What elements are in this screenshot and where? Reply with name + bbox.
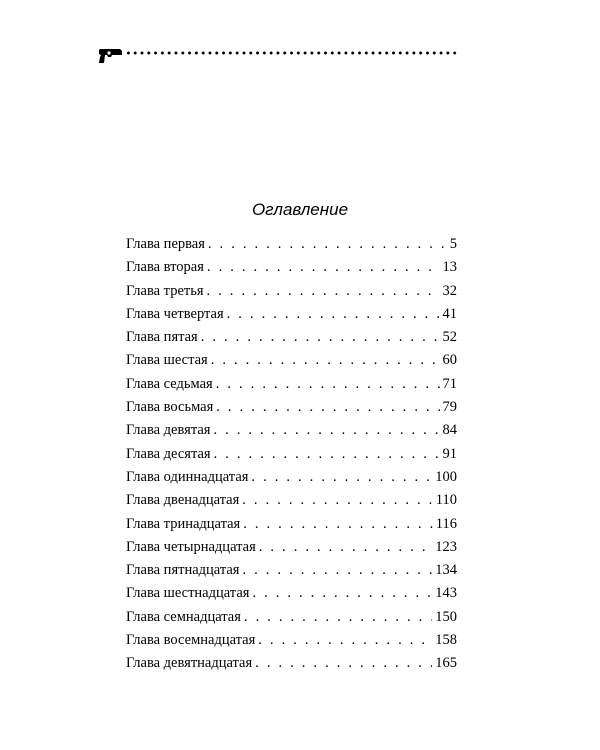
- toc-leader: [207, 283, 440, 300]
- toc-entry[interactable]: [126, 236, 457, 259]
- toc-entry-label: Глава восемнадцатая: [126, 632, 256, 649]
- toc-entry-page: 13: [442, 259, 457, 276]
- toc-leader: [201, 329, 440, 346]
- header-ornament: [98, 46, 460, 66]
- dotted-rule: [125, 51, 460, 55]
- toc-leader: [216, 376, 440, 393]
- revolver-icon: [98, 46, 124, 66]
- toc-leader: [227, 306, 440, 323]
- toc-entry-label: Глава шестая: [126, 352, 208, 369]
- toc-entry-page: 116: [435, 515, 457, 532]
- toc-entry[interactable]: [126, 609, 457, 632]
- toc-entry-page: 41: [442, 305, 457, 322]
- toc-entry-page: 71: [442, 375, 457, 392]
- toc-entry[interactable]: [126, 446, 457, 469]
- toc-entry-label: Глава вторая: [126, 259, 204, 276]
- toc-leader: [214, 446, 440, 463]
- toc-leader: [252, 585, 432, 602]
- toc-entry[interactable]: [126, 329, 457, 352]
- toc-leader: [255, 655, 432, 672]
- toc-title: Оглавление: [251, 200, 349, 219]
- toc-entry[interactable]: [126, 516, 457, 539]
- toc-leader: [259, 539, 433, 556]
- toc-entry[interactable]: [126, 422, 457, 445]
- toc-entry-label: Глава девятая: [126, 422, 211, 439]
- toc-entry-label: Глава девятнадцатая: [126, 655, 253, 672]
- toc-entry-label: Глава первая: [126, 236, 205, 252]
- toc-leader: [207, 259, 440, 276]
- toc-entry-label: Глава двенадцатая: [126, 492, 240, 509]
- toc-entry-page: 158: [435, 632, 457, 649]
- toc-entry-page: 52: [442, 329, 457, 346]
- toc-entry-label: Глава третья: [126, 282, 204, 299]
- toc-entry[interactable]: [126, 632, 457, 655]
- toc-entry[interactable]: [126, 352, 457, 375]
- toc-entry-page: 165: [435, 655, 457, 672]
- toc-entry-label: Глава четвертая: [126, 305, 224, 322]
- toc-leader: [211, 352, 440, 369]
- toc-leader: [251, 469, 432, 486]
- toc-leader: [244, 609, 432, 626]
- toc-entry-page: 134: [435, 562, 457, 579]
- toc-entry-page: 143: [435, 585, 457, 602]
- toc-entry-page: 79: [442, 399, 457, 416]
- toc-leader: [216, 399, 439, 416]
- toc-entry[interactable]: [126, 585, 457, 608]
- toc-entry-label: Глава тринадцатая: [126, 515, 241, 532]
- toc-entry[interactable]: [126, 492, 457, 515]
- toc-entry[interactable]: [126, 539, 457, 562]
- toc-entry-label: Глава седьмая: [126, 375, 213, 392]
- toc-leader: [213, 422, 439, 439]
- toc-entry-page: 123: [435, 538, 457, 555]
- toc-entry-page: 91: [442, 445, 457, 462]
- toc-entry[interactable]: [126, 469, 457, 492]
- toc-list: [126, 236, 457, 679]
- toc-entry-page: 60: [442, 352, 457, 369]
- toc-entry-label: Глава пятнадцатая: [126, 562, 240, 579]
- toc-entry-page: 5: [449, 236, 457, 252]
- toc-entry-label: Глава десятая: [126, 445, 211, 462]
- toc-entry-page: 100: [435, 468, 457, 485]
- toc-leader: [242, 562, 432, 579]
- toc-entry-label: Глава четырнадцатая: [126, 538, 256, 555]
- toc-entry[interactable]: [126, 376, 457, 399]
- toc-entry-label: Глава шестнадцатая: [126, 585, 250, 602]
- toc-leader: [208, 236, 447, 253]
- toc-entry[interactable]: [126, 259, 457, 282]
- toc-entry-label: Глава одиннадцатая: [126, 468, 249, 485]
- toc-entry-page: 110: [435, 492, 457, 509]
- toc-leader: [243, 516, 433, 533]
- toc-entry-page: 84: [442, 422, 457, 439]
- toc-entry-label: Глава пятая: [126, 329, 198, 346]
- toc-entry[interactable]: [126, 399, 457, 422]
- toc-entry[interactable]: [126, 283, 457, 306]
- toc-entry-page: 32: [442, 282, 457, 299]
- toc-entry-label: Глава восьмая: [126, 399, 214, 416]
- toc-entry[interactable]: [126, 306, 457, 329]
- toc-entry[interactable]: [126, 655, 457, 678]
- toc-leader: [242, 492, 433, 509]
- toc-leader: [258, 632, 432, 649]
- toc-entry-page: 150: [435, 608, 457, 625]
- toc-entry[interactable]: [126, 562, 457, 585]
- toc-entry-label: Глава семнадцатая: [126, 608, 241, 625]
